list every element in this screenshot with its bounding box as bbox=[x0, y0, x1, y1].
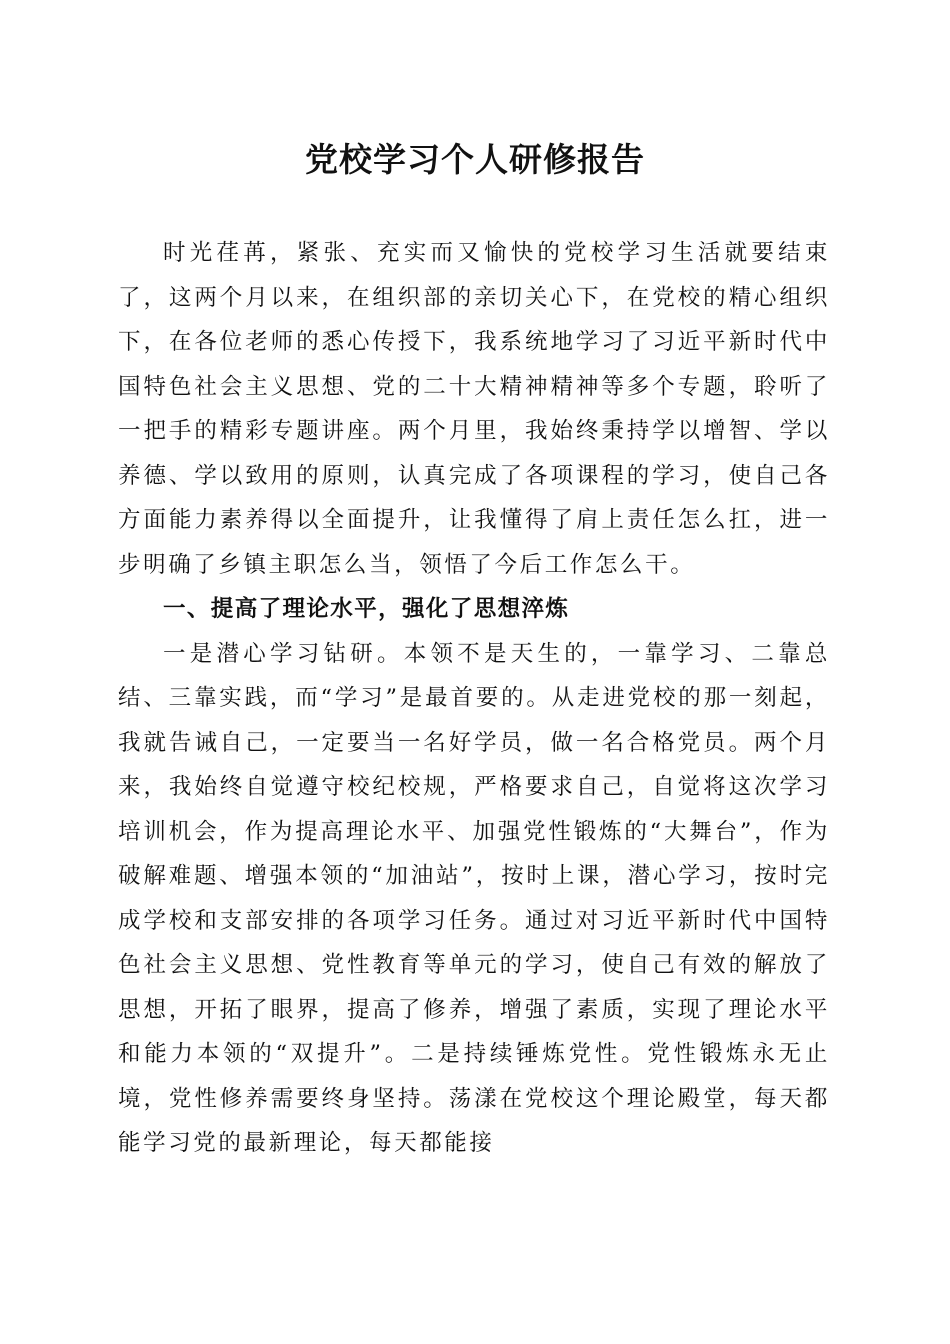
document-title: 党校学习个人研修报告 bbox=[305, 140, 645, 179]
document-body bbox=[118, 231, 830, 1166]
section-paragraph bbox=[118, 632, 830, 1166]
section-heading: 一、提高了理论水平，强化了思想淬炼 bbox=[163, 596, 570, 622]
section-body: 本领不是天生的，一靠学习、二靠总结、三靠实践，而“学习”是最首要的。从走进党校的那一刻起，我就告诫自己，一定要当一名好学员，做一名合格党员。两个月来，我始终自觉遵守校纪校规，严格要求自己，自觉将这次学习培训机会，作为提高理论水平、加强党性锻炼的“大舞台”，作为破解难题、增强本领的“加油站”，按时上课，潜心学习，按时完成学校和支部安排的各项学习任务。通过对习近平新时代中国特色社会主义思想、党性教育等单元的学习，使自己有效的解放了思想，开拓了眼界，提高了修养，增强了素质，实现了理论水平和能力本领的“双提升”。 bbox=[118, 640, 830, 1067]
section-body-2: 党性锻炼永无止境，党性修养需要终身坚持。荡漾在党校这个理论殿堂，每天都能学习党的最新理论，每天都能接 bbox=[118, 1041, 830, 1156]
intro-paragraph: 时光荏苒，紧张、充实而又愉快的党校学习生活就要结束了，这两个月以来，在组织部的亲切关心下，在党校的精心组织下，在各位老师的悉心传授下，我系统地学习了习近平新时代中国特色社会主义思想、党的二十大精神精神等多个专题，聆听了一把手的精彩专题讲座。两个月里，我始终秉持学以增智、学以养德、学以致用的原则，认真完成了各项课程的学习，使自己各方面能力素养得以全面提升，让我懂得了肩上责任怎么扛，进一步明确了乡镇主职怎么当，领悟了今后工作怎么干。 bbox=[118, 240, 830, 578]
section-lead-2: 二是持续锤炼党性。 bbox=[411, 1041, 648, 1067]
section-lead: 一是潜心学习钻研。 bbox=[163, 640, 404, 667]
